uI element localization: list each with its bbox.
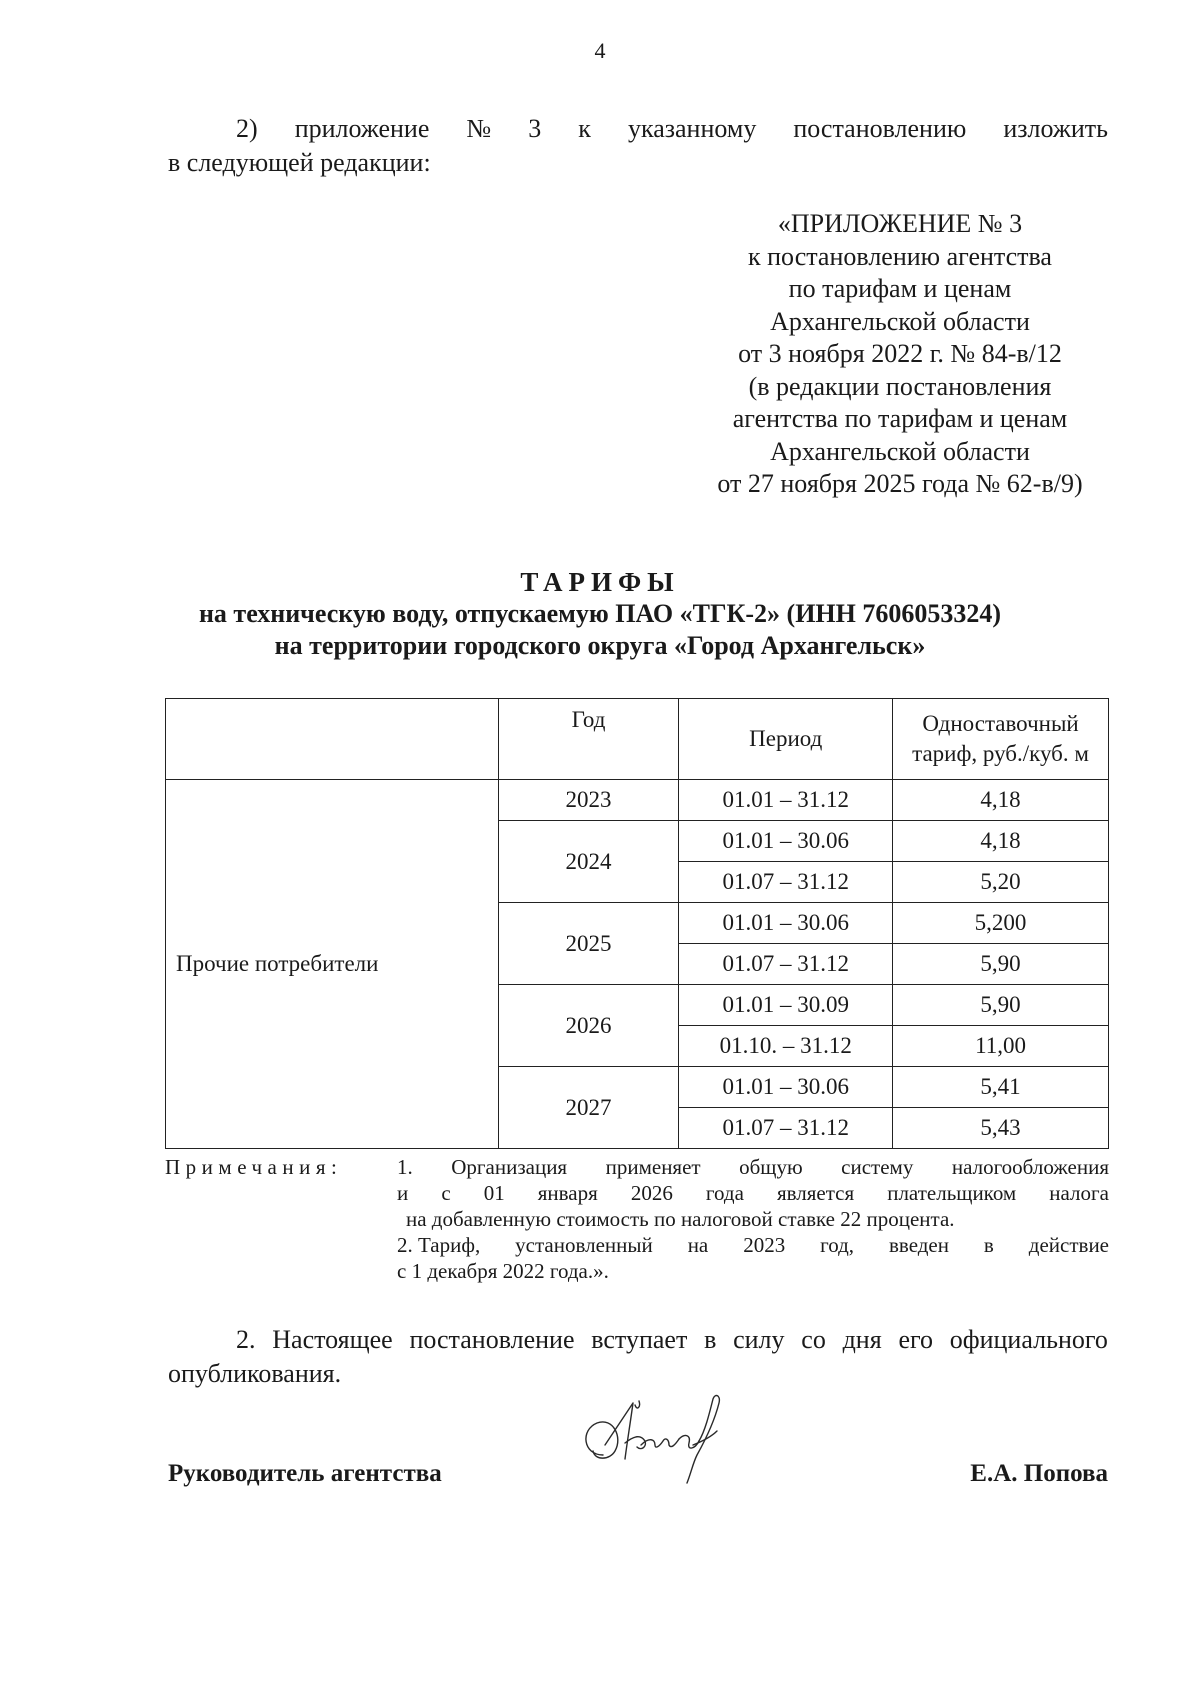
word: его [898,1325,933,1354]
signatory-position: Руководитель агентства [168,1460,442,1487]
word: 2023 [743,1233,786,1257]
signature-stroke [605,1403,633,1459]
appendix-line: агентства по тарифам и ценам [732,404,1068,433]
word: год, [820,1233,855,1257]
header-tariff [893,699,1109,780]
period-cell: 01.01 – 30.06 [679,903,893,944]
word: и [397,1181,409,1205]
signature-stroke [693,1431,717,1445]
word: силу [733,1325,785,1354]
word: является [776,1181,855,1205]
paragraph-effective-line-2: опубликования. [168,1359,342,1388]
word: 2026 [630,1181,673,1205]
paragraph-amendment [168,112,1108,180]
tariff-cell: 5,200 [893,903,1109,944]
word: плательщиком [887,1181,1017,1205]
appendix-line: от 27 ноября 2025 года № 62-в/9) [717,469,1083,498]
word: постановлению [793,114,967,143]
paragraph-amendment-line-1 [168,112,1108,146]
header-category [166,699,499,780]
title-line-3: на территории городского округа «Город Архангельск» [274,631,926,660]
word: 3 [528,114,542,143]
tariff-cell: 5,20 [893,862,1109,903]
period-cell: 01.01 – 31.12 [679,780,893,821]
period-cell: 01.07 – 31.12 [679,1108,893,1149]
signature-stroke [679,1436,699,1449]
word: в [704,1325,717,1354]
word: постановление [409,1325,575,1354]
year-cell: 2026 [498,985,679,1067]
period-cell: 01.07 – 31.12 [679,862,893,903]
word: указанному [627,114,757,143]
word: со [801,1325,826,1354]
tariff-cell: 4,18 [893,780,1109,821]
word: изложить [1003,114,1108,143]
note-2-line-2: с 1 декабря 2022 года.». [397,1259,609,1283]
note-2-line-1 [397,1232,1109,1258]
note-1-line-1 [397,1154,1109,1180]
tariff-table [165,698,1109,1149]
tariff-cell: 4,18 [893,821,1109,862]
period-cell: 01.01 – 30.06 [679,1067,893,1108]
year-cell: 2025 [498,903,679,985]
notes-body [397,1154,1109,1284]
paragraph-effective [168,1323,1108,1391]
tariff-cell: 5,43 [893,1108,1109,1149]
notes-label: Примечания: [165,1155,343,1179]
signature-stroke [687,1396,719,1483]
appendix-line: по тарифам и ценам [788,274,1012,303]
signature-stroke [641,1439,679,1447]
word: действие [1028,1233,1109,1257]
word: Организация [451,1155,568,1179]
year-cell: 2027 [498,1067,679,1149]
header-period: Период [679,699,893,780]
signatory-name: Е.А. Попова [970,1460,1108,1487]
word: вступает [591,1325,688,1354]
appendix-line: к постановлению агентства [748,241,1052,271]
period-cell: 01.10. – 31.12 [679,1026,893,1067]
table-row [166,780,1109,821]
period-cell: 01.01 – 30.06 [679,821,893,862]
appendix-line: «ПРИЛОЖЕНИЕ № 3 [777,209,1023,238]
year-cell: 2023 [498,780,679,821]
appendix-line: от 3 ноября 2022 г. № 84-в/12 [738,339,1062,368]
word: в [983,1233,994,1257]
word: общую [739,1155,803,1179]
paragraph-effective-line-1 [168,1323,1108,1357]
page-number: 4 [594,38,606,63]
word: к [578,114,591,143]
word: налога [1049,1181,1109,1205]
category-cell: Прочие потребители [166,780,499,1149]
word: Настоящее [272,1325,393,1354]
table-header-row [166,699,1109,780]
handwritten-signature [575,1385,755,1495]
tariff-cell: 5,90 [893,944,1109,985]
year-cell: 2024 [498,821,679,903]
word: 2. [236,1325,256,1354]
appendix-header [680,208,1120,501]
header-year: Год [498,699,679,780]
word: дня [842,1325,882,1354]
word: официального [949,1325,1108,1354]
period-cell: 01.07 – 31.12 [679,944,893,985]
word: № [466,114,492,143]
word: налогообложения [951,1155,1109,1179]
word: года [705,1181,744,1205]
appendix-line: (в редакции постановления [748,371,1052,401]
tariff-cell: 11,00 [893,1026,1109,1067]
paragraph-amendment-line-2: в следующей редакции: [168,148,431,177]
signature-stroke [586,1422,618,1458]
word: систему [841,1155,914,1179]
word: установленный [515,1233,653,1257]
word: 2. Тариф, [397,1233,481,1257]
word: 2) [236,114,258,143]
document-title [0,566,1200,662]
tariff-cell: 5,90 [893,985,1109,1026]
note-1-line-2 [397,1180,1109,1206]
period-cell: 01.01 – 30.09 [679,985,893,1026]
title-line-2: на техническую воду, отпускаемую ПАО «ТГК-2» (ИНН 7606053324) [198,599,1002,628]
appendix-line: Архангельской области [770,306,1030,336]
word: 01 [483,1181,505,1205]
word: 1. [397,1155,413,1179]
signature-stroke [635,1401,640,1408]
header-tariff-line-1: Одноставочный [922,711,1079,736]
word: с [441,1181,451,1205]
header-tariff-line-2: тариф, руб./куб. м [912,741,1089,766]
tariff-cell: 5,41 [893,1067,1109,1108]
appendix-line: Архангельской области [770,436,1030,466]
word: приложение [294,114,430,143]
word: на [687,1233,709,1257]
word: января [537,1181,598,1205]
title-main: ТАРИФЫ [520,567,680,597]
word: применяет [605,1155,701,1179]
note-1-line-3: на добавленную стоимость по налоговой ставке 22 процента. [406,1207,955,1231]
word: введен [888,1233,949,1257]
